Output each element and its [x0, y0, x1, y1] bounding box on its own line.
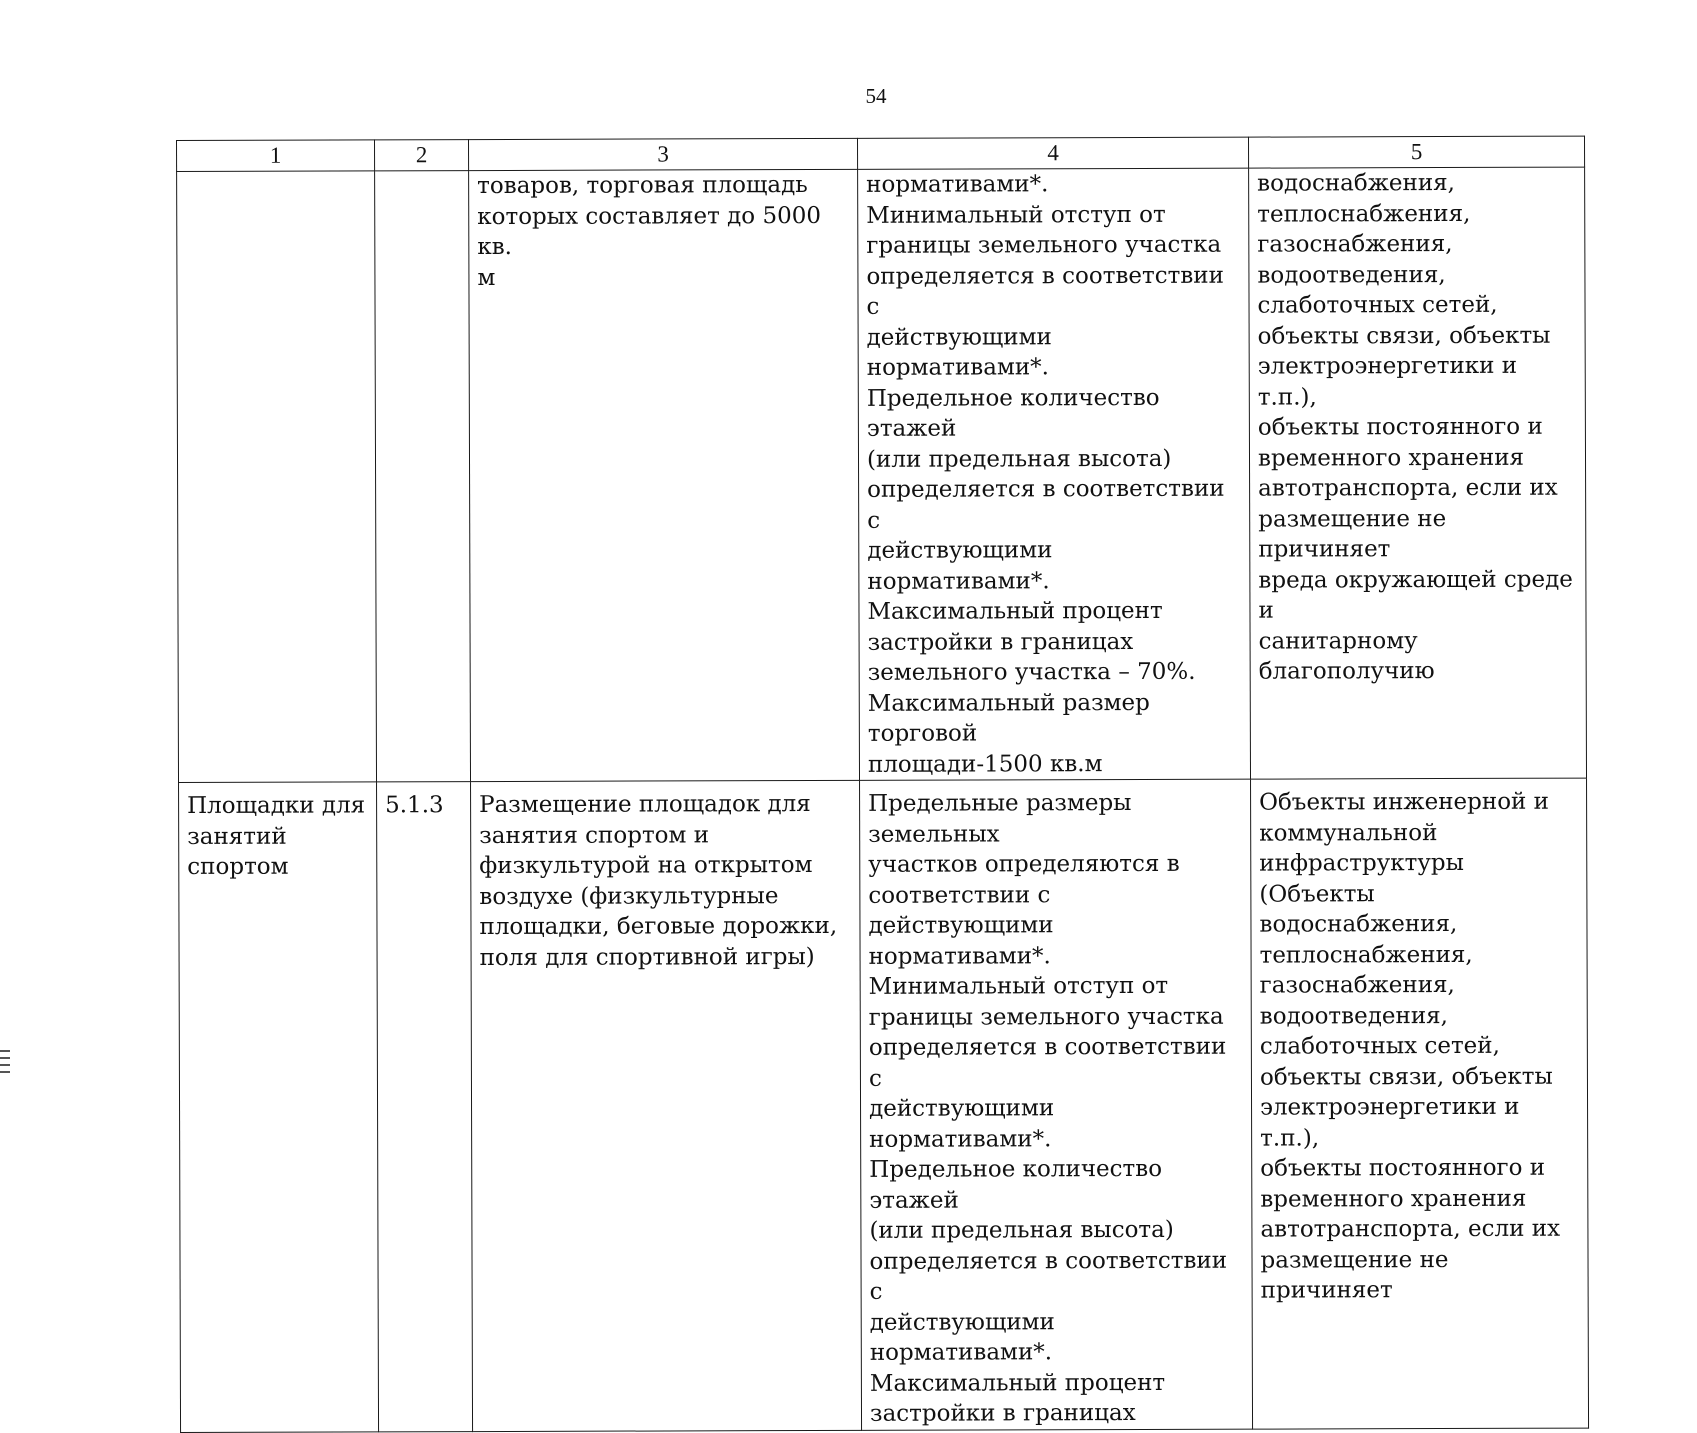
table-cell-description — [471, 780, 862, 1431]
table-row — [177, 167, 1587, 782]
column-header: 4 — [857, 137, 1248, 169]
table-header-row — [177, 136, 1585, 171]
column-header: 2 — [375, 140, 469, 171]
table-cell-code — [377, 782, 473, 1432]
cell-text: Предельные размеры земельных участков определяются в соответствии с действующими нормативами*. Минимальный отступ от границы земельного участка определяется в соответствии с действующими нормативами*. Предельное количество этажей (или предельная высота) определяется в соответствии с действующими нормативами*. Максимальный процент застройки в границах — [868, 788, 1244, 1430]
table-cell-use-type — [177, 171, 377, 783]
table-cell-description — [469, 169, 860, 781]
zoning-table — [176, 136, 1589, 1433]
cell-text — [185, 171, 366, 172]
table-cell-parameters — [860, 779, 1253, 1430]
table-cell-auxiliary-uses — [1251, 778, 1589, 1429]
scan-mark — [0, 1050, 10, 1052]
table-cell-use-type — [179, 782, 379, 1432]
scan-mark — [0, 1071, 10, 1073]
cell-text: Объекты инженерной и коммунальной инфраструктуры (Объекты водоснабжения, теплоснабжения, газоснабжения, водоотведения, слаботочных сетей, объекты связи, объекты электроэнергетики и т.п.), объекты постоянного и временного хранения автотранспорта, если их размещение не причиняет — [1259, 787, 1580, 1306]
cell-text: Площадки для занятий спортом — [187, 790, 368, 882]
cell-text: товаров, торговая площадь которых составляет до 5000 кв. м — [477, 170, 849, 293]
table-cell-code — [375, 171, 471, 782]
column-header: 1 — [177, 140, 375, 172]
cell-text: 5.1.3 — [385, 790, 462, 821]
column-header: 5 — [1248, 136, 1584, 168]
scan-edge-marks — [0, 1050, 12, 1078]
cell-text: водоснабжения, теплоснабжения, газоснабжения, водоотведения, слаботочных сетей, объекты связи, объекты электроэнергетики и т.п.), объекты постоянного и временного хранения автотранспорта, если их размещение не причиняет вреда окружающей среде и санитарному благополучию — [1257, 168, 1578, 687]
page-number: 54 — [0, 84, 1697, 109]
cell-text: Размещение площадок для занятия спортом и физкультурой на открытом воздухе (физкультурные площадки, беговые дорожки, поля для спортивной игры) — [479, 789, 852, 973]
column-header: 3 — [469, 138, 858, 170]
table-cell-parameters — [858, 168, 1251, 780]
cell-text: нормативами*. Минимальный отступ от границы земельного участка определяется в соответствии с действующими нормативами*. Предельное количество этажей (или предельная высота) определяется в соответствии с действующими нормативами*. Максимальный процент застройки в границах земельного участка – 70%. Максимальный размер торговой площади-1500 кв.м — [866, 169, 1242, 780]
table-cell-auxiliary-uses — [1249, 167, 1587, 779]
scan-mark — [0, 1057, 10, 1059]
table-row — [179, 778, 1589, 1432]
scan-mark — [0, 1064, 10, 1066]
